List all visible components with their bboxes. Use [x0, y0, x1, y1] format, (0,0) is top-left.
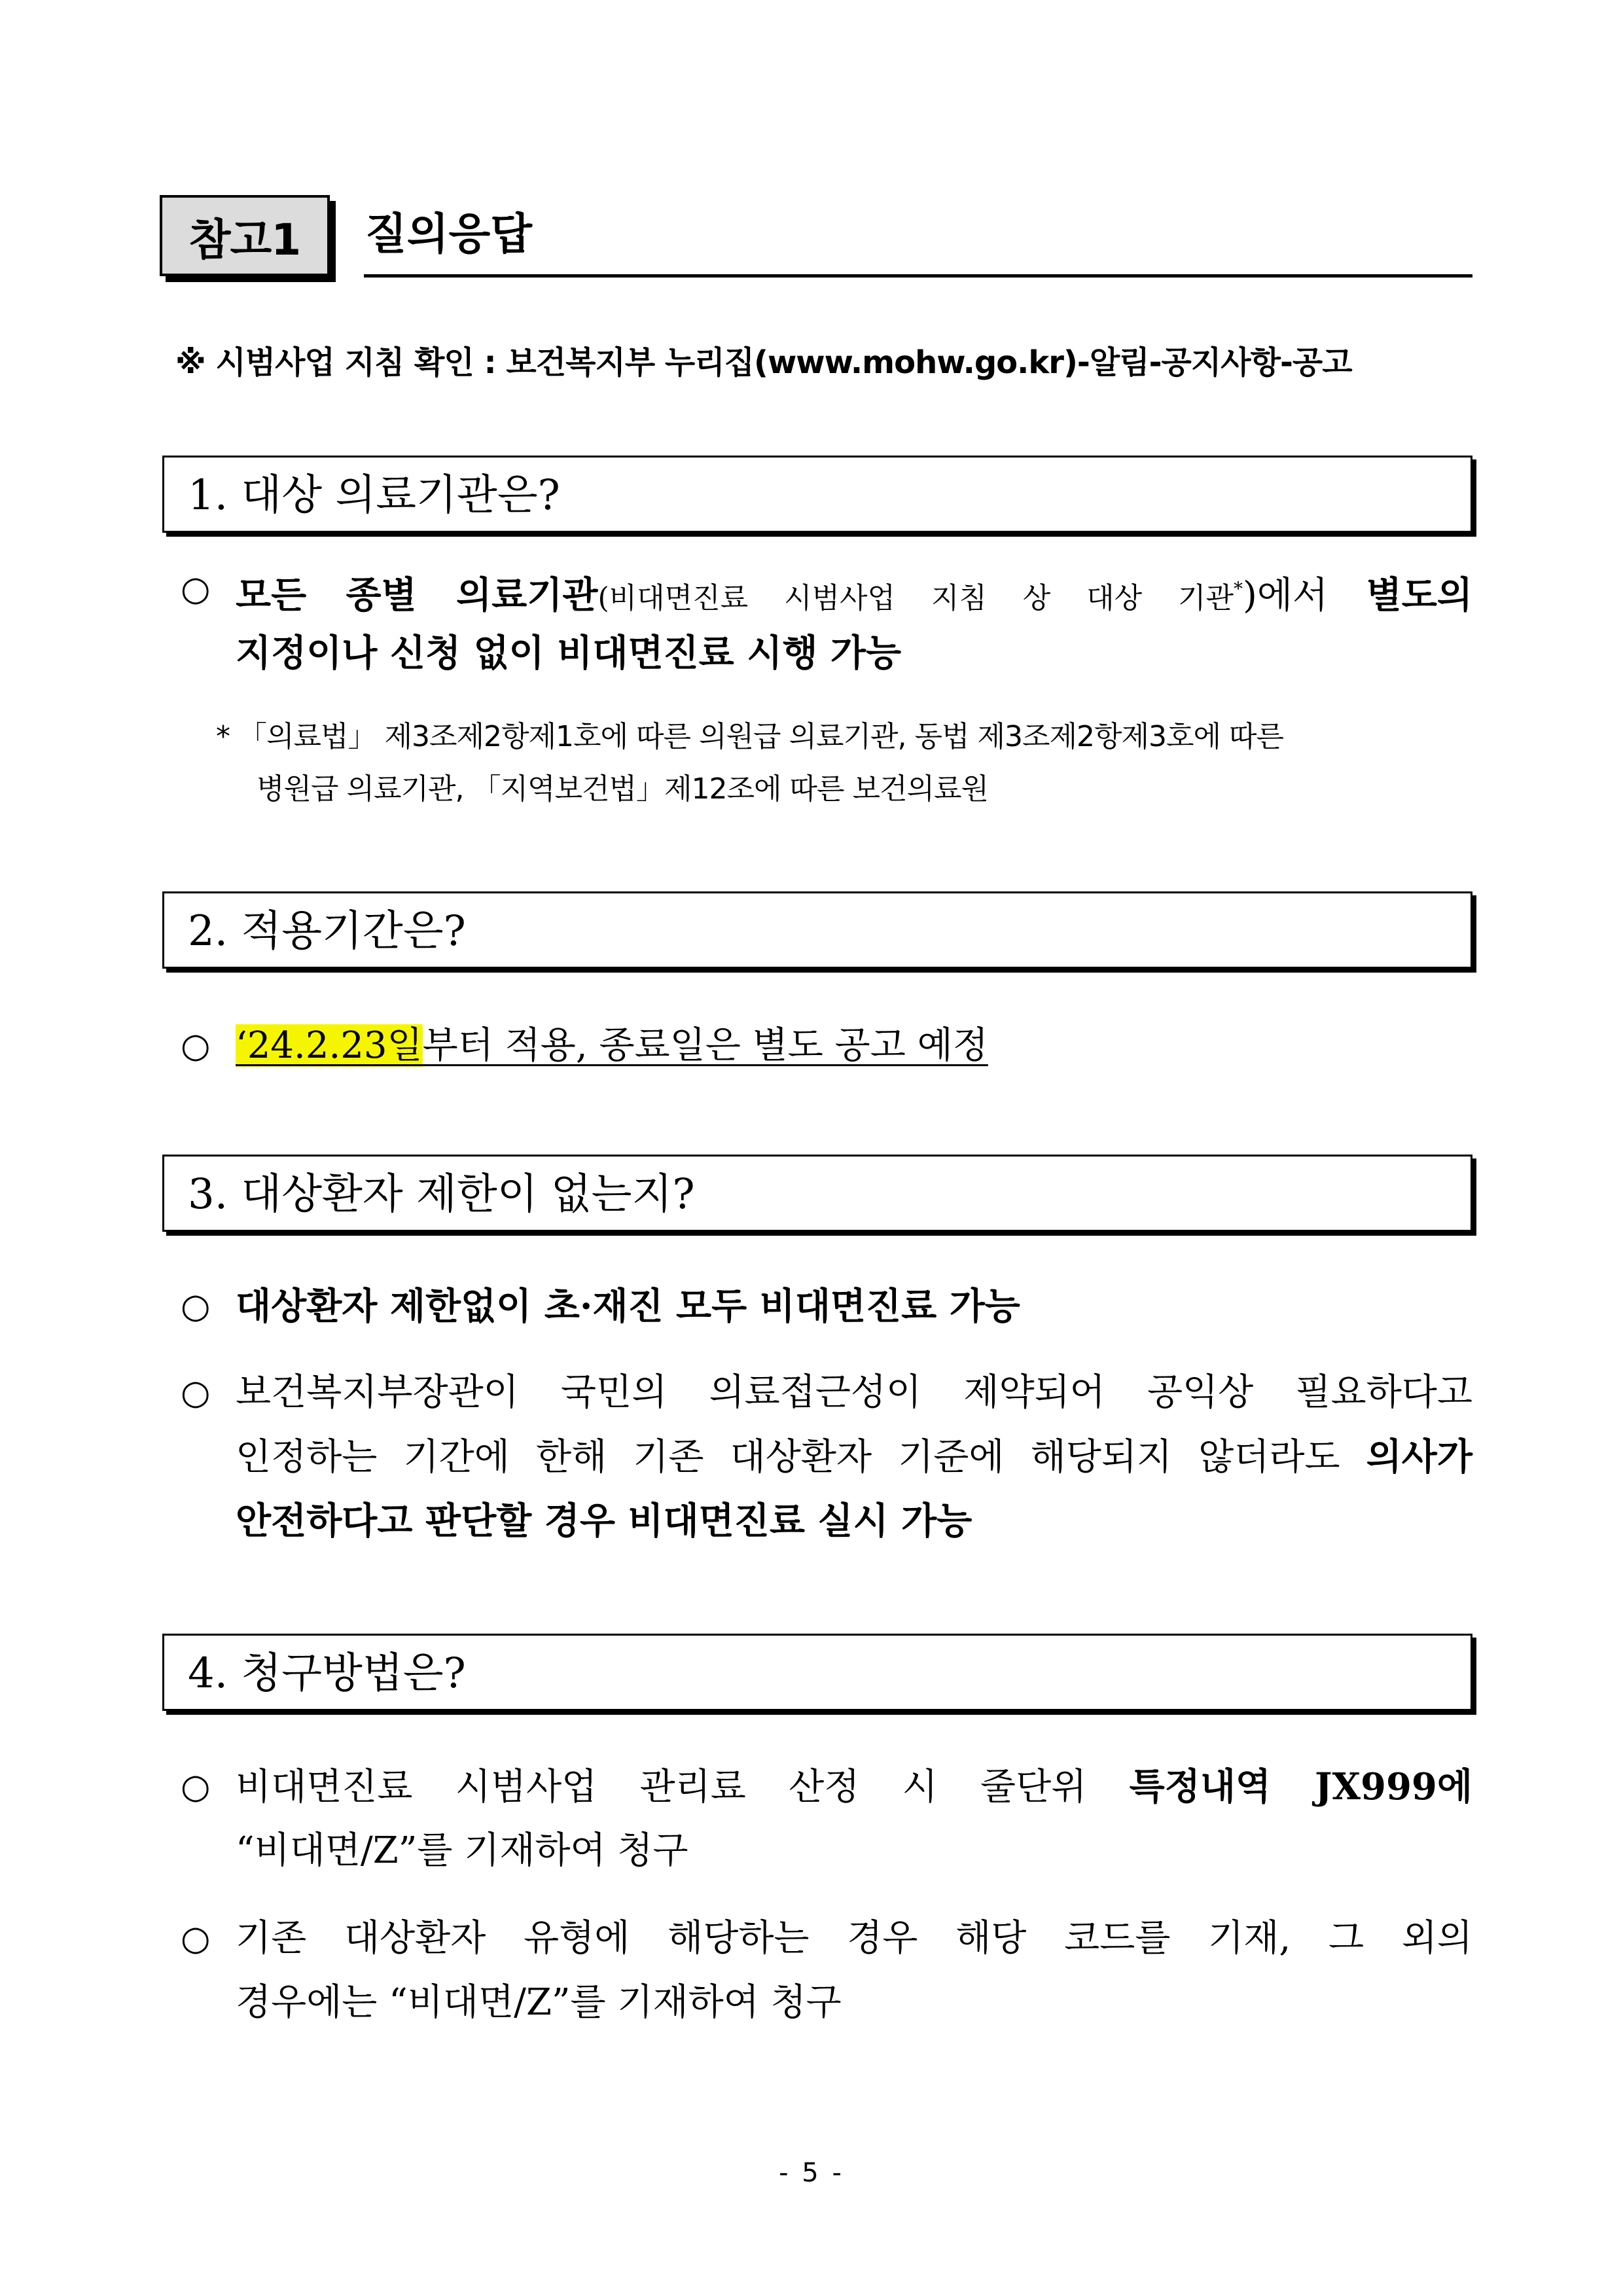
- q4-line1-normal: 비대면진료 시범사업 관리료 산정 시 줄단위: [236, 1766, 1130, 1808]
- q1-footnote-line2: 병원급 의료기관, 「지역보건법」제12조에 따른 보건의료원: [257, 772, 989, 806]
- q1-normal-text: 에서: [1257, 574, 1366, 617]
- section-title: 질의응답: [365, 209, 533, 259]
- q3-answer-2-line1: 보건복지부장관이 국민의 의료접근성이 제약되어 공익상 필요하다고: [236, 1371, 1472, 1414]
- bullet-marker: ○: [181, 1287, 211, 1326]
- question-4-title: 4. 청구방법은?: [188, 1649, 466, 1698]
- q4-answer-1-line2: “비대면/Z”를 기재하여 청구: [236, 1829, 688, 1872]
- question-box-3: [162, 1155, 1472, 1232]
- q1-bold-text-2: 별도의: [1366, 573, 1472, 617]
- start-date-highlight: ‘24.2.23일: [236, 1024, 423, 1067]
- footnote-star: *: [1233, 578, 1243, 600]
- bullet-marker: ○: [181, 1026, 211, 1066]
- q4-answer-2-line2: 경우에는 “비대면/Z”를 기재하여 청구: [236, 1981, 842, 2024]
- q3-answer-2-line2: [236, 1424, 1472, 1490]
- bullet-marker: ○: [181, 1767, 211, 1806]
- question-3-title: 3. 대상환자 제한이 없는지?: [188, 1170, 695, 1219]
- question-1-title: 1. 대상 의료기관은?: [188, 471, 560, 520]
- q1-answer-line2: 지정이나 신청 없이 비대면진료 시행 가능: [236, 632, 902, 675]
- q3-line2-bold: 의사가: [1366, 1435, 1472, 1479]
- q1-paren-close: ): [1242, 574, 1257, 617]
- q1-footnote-line1: * 「의료법」 제3조제2항제1호에 따른 의원급 의료기관, 동법 제3조제2항제3호에 따른: [216, 720, 1283, 753]
- q1-paren-text: (비대면진료 시범사업 지침 상 대상 기관: [597, 581, 1234, 615]
- q4-answer-1-line1: [236, 1754, 1472, 1820]
- page-number: - 5 -: [779, 2158, 844, 2188]
- bullet-marker: ○: [181, 1373, 211, 1412]
- q3-line2-normal: 인정하는 기간에 한해 기존 대상환자 기준에 해당되지 않더라도: [236, 1436, 1366, 1479]
- bullet-marker: ○: [181, 1919, 211, 1958]
- q2-answer-line: [236, 1013, 988, 1079]
- reference-label: 참고1: [188, 214, 301, 265]
- q2-answer-rest: 부터 적용, 종료일은 별도 공고 예정: [422, 1024, 988, 1067]
- question-box-1: [162, 456, 1472, 533]
- title-underline: [364, 274, 1472, 278]
- q3-answer-1: 대상환자 제한없이 초·재진 모두 비대면진료 가능: [236, 1285, 1020, 1328]
- reference-label-box: [160, 195, 330, 276]
- q3-answer-2-line3: 안전하다고 판단할 경우 비대면진료 실시 가능: [236, 1499, 972, 1543]
- q4-answer-2-line1: 기존 대상환자 유형에 해당하는 경우 해당 코드를 기재, 그 외의: [236, 1917, 1472, 1960]
- guideline-notice: ※ 시범사업 지침 확인 : 보건복지부 누리집(www.mohw.go.kr)-알림-공지사항-공고: [175, 344, 1352, 381]
- question-box-4: [162, 1634, 1472, 1711]
- bullet-marker: ○: [181, 569, 211, 609]
- q4-line1-bold: 특정내역 JX999에: [1129, 1765, 1472, 1808]
- question-box-2: [162, 891, 1472, 969]
- question-2-title: 2. 적용기간은?: [188, 907, 466, 956]
- q1-bold-text: 모든 종별 의료기관: [236, 573, 598, 617]
